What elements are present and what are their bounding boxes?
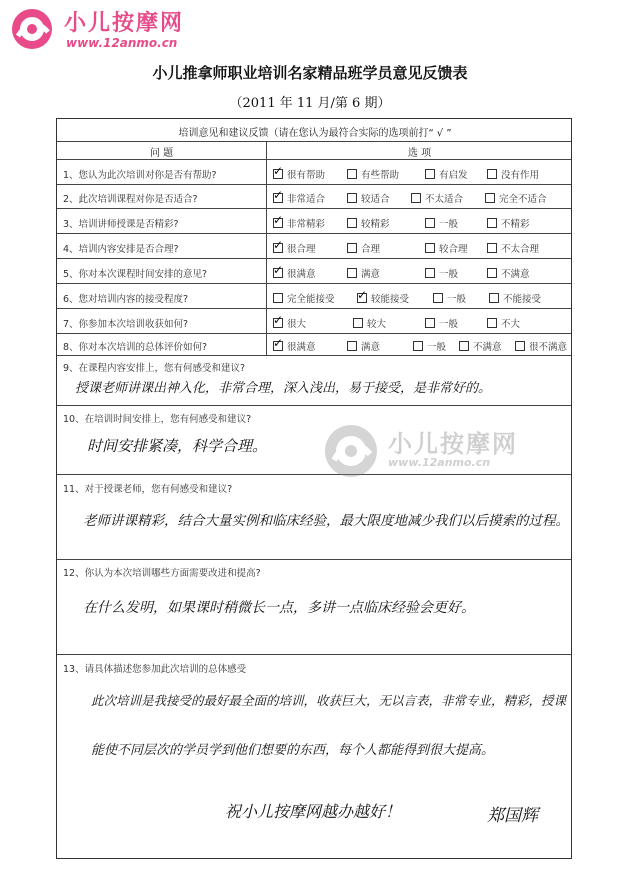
checkbox[interactable]: [487, 268, 497, 278]
q8-option-5[interactable]: 很不满意: [515, 339, 567, 353]
checkbox[interactable]: [487, 243, 497, 253]
q3-option-3[interactable]: 一般: [425, 216, 458, 230]
checkbox[interactable]: [425, 243, 435, 253]
question-column-header: 问 题: [149, 148, 174, 159]
q5-option-2[interactable]: 满意: [347, 266, 380, 280]
question-8: 8、你对本次培训的总体评价如何?: [63, 342, 208, 353]
checkbox[interactable]: [425, 169, 435, 179]
checkbox[interactable]: [515, 341, 525, 351]
q8-option-3[interactable]: 一般: [413, 339, 446, 353]
instruction: 培训意见和建议反馈（请在您认为最符合实际的选项前打“ √ ”: [178, 128, 452, 139]
checkbox[interactable]: [347, 218, 357, 228]
checkbox-checked[interactable]: [273, 268, 283, 278]
q6-option-2[interactable]: ✓ 较能接受: [357, 291, 409, 305]
q1-option-1[interactable]: ✓ 很有帮助: [273, 167, 325, 181]
question-9: 9、在课程内容安排上，您有何感受和建议?: [63, 363, 246, 374]
checkbox-checked[interactable]: [273, 193, 283, 203]
question-11: 11、对于授课老师，您有何感受和建议?: [63, 484, 233, 495]
question-10: 10、在培训时间安排上，您有何感受和建议?: [63, 414, 252, 425]
checkbox[interactable]: [425, 218, 435, 228]
q1-option-4[interactable]: 没有作用: [487, 167, 539, 181]
checkbox[interactable]: [489, 293, 499, 303]
q3-option-2[interactable]: 较精彩: [347, 216, 390, 230]
q2-option-1[interactable]: ✓ 非常适合: [273, 191, 325, 205]
form-title: 小儿推拿师职业培训名家精品班学员意见反馈表: [152, 64, 468, 82]
question-12: 12、你认为本次培训哪些方面需要改进和提高?: [63, 568, 261, 579]
question-4: 4、培训内容安排是否合理?: [63, 244, 179, 255]
signature: 郑国辉: [487, 806, 538, 826]
checkbox[interactable]: [413, 341, 423, 351]
q5-option-4[interactable]: 不满意: [487, 266, 530, 280]
q8-option-1[interactable]: ✓ 很满意: [273, 339, 316, 353]
feedback-form-table: [56, 118, 572, 859]
checkbox[interactable]: [425, 268, 435, 278]
q2-option-4[interactable]: 完全不适合: [485, 191, 547, 205]
q8-option-2[interactable]: 满意: [347, 339, 380, 353]
logo-name: 小儿按摩网: [64, 11, 185, 36]
checkbox[interactable]: [433, 293, 443, 303]
q1-option-2[interactable]: 有些帮助: [347, 167, 399, 181]
q4-option-3[interactable]: 较合理: [425, 241, 468, 255]
checkbox[interactable]: [347, 169, 357, 179]
checkbox[interactable]: [347, 193, 357, 203]
checkbox[interactable]: [425, 318, 435, 328]
question-1: 1、您认为此次培训对你是否有帮助?: [63, 170, 217, 181]
watermark: [322, 418, 542, 488]
q5-option-3[interactable]: 一般: [425, 266, 458, 280]
q4-option-1[interactable]: ✓ 很合理: [273, 241, 316, 255]
checkbox[interactable]: [487, 169, 497, 179]
options-column-header: 选 项: [407, 148, 432, 159]
checkbox-checked[interactable]: [273, 169, 283, 179]
answer-11: 老师讲课精彩，结合大量实例和临床经验，最大限度地减少我们以后摸索的过程。: [83, 513, 569, 529]
q1-option-3[interactable]: 有启发: [425, 167, 468, 181]
checkbox[interactable]: [411, 193, 421, 203]
watermark-url: www.12anmo.cn: [388, 456, 491, 469]
checkbox[interactable]: [347, 268, 357, 278]
checkbox-checked[interactable]: [273, 243, 283, 253]
checkbox[interactable]: [487, 218, 497, 228]
q3-option-4[interactable]: 不精彩: [487, 216, 530, 230]
question-7: 7、你参加本次培训收获如何?: [63, 319, 189, 330]
q4-option-4[interactable]: 不太合理: [487, 241, 539, 255]
checkbox[interactable]: [353, 318, 363, 328]
watermark-logo-icon: [322, 422, 380, 480]
question-13: 13、请具体描述您参加此次培训的总体感受: [63, 664, 247, 675]
q7-option-2[interactable]: 较大: [353, 316, 386, 330]
question-5: 5、你对本次课程时间安排的意见?: [63, 269, 208, 280]
checkbox-checked[interactable]: [357, 293, 367, 303]
q5-option-1[interactable]: ✓ 很满意: [273, 266, 316, 280]
checkbox[interactable]: [273, 293, 283, 303]
q6-option-4[interactable]: 不能接受: [489, 291, 541, 305]
closing-remark: 祝小儿按摩网越办越好！: [225, 802, 402, 821]
answer-10: 时间安排紧凑，科学合理。: [87, 437, 268, 455]
checkbox[interactable]: [487, 318, 497, 328]
q2-option-3[interactable]: 不太适合: [411, 191, 463, 205]
checkbox[interactable]: [347, 243, 357, 253]
answer-13-line-1: 此次培训是我接受的最好最全面的培训，收获巨大，无以言表，非常专业，精彩，授课: [91, 693, 567, 708]
site-logo: [8, 4, 218, 56]
q4-option-2[interactable]: 合理: [347, 241, 380, 255]
checkbox[interactable]: [485, 193, 495, 203]
question-3: 3、培训讲师授课是否精彩?: [63, 219, 179, 230]
answer-13-line-2: 能使不同层次的学员学到他们想要的东西，每个人都能得到很大提高。: [91, 743, 495, 758]
checkbox-checked[interactable]: [273, 218, 283, 228]
answer-12: 在什么发明，如果课时稍微长一点，多讲一点临床经验会更好。: [83, 600, 475, 616]
q3-option-1[interactable]: ✓ 非常精彩: [273, 216, 325, 230]
answer-9: 授课老师讲课出神入化，非常合理，深入浅出，易于接受，是非常好的。: [75, 381, 492, 396]
q7-option-4[interactable]: 不大: [487, 316, 520, 330]
checkbox[interactable]: [347, 341, 357, 351]
question-6: 6、您对培训内容的接受程度?: [63, 294, 189, 305]
question-2: 2、此次培训课程对你是否适合?: [63, 194, 198, 205]
logo-mark-icon: [8, 6, 58, 52]
watermark-name: 小儿按摩网: [388, 430, 518, 458]
q7-option-1[interactable]: ✓ 很大: [273, 316, 306, 330]
q6-option-1[interactable]: 完全能接受: [273, 291, 335, 305]
checkbox[interactable]: [459, 341, 469, 351]
form-subtitle: （2011 年 11 月/第 6 期）: [229, 96, 391, 111]
checkbox-checked[interactable]: [273, 341, 283, 351]
logo-url: www.12anmo.cn: [66, 36, 178, 50]
q2-option-2[interactable]: 较适合: [347, 191, 390, 205]
q8-option-4[interactable]: 不满意: [459, 339, 502, 353]
q7-option-3[interactable]: 一般: [425, 316, 458, 330]
q6-option-3[interactable]: 一般: [433, 291, 466, 305]
checkbox-checked[interactable]: [273, 318, 283, 328]
